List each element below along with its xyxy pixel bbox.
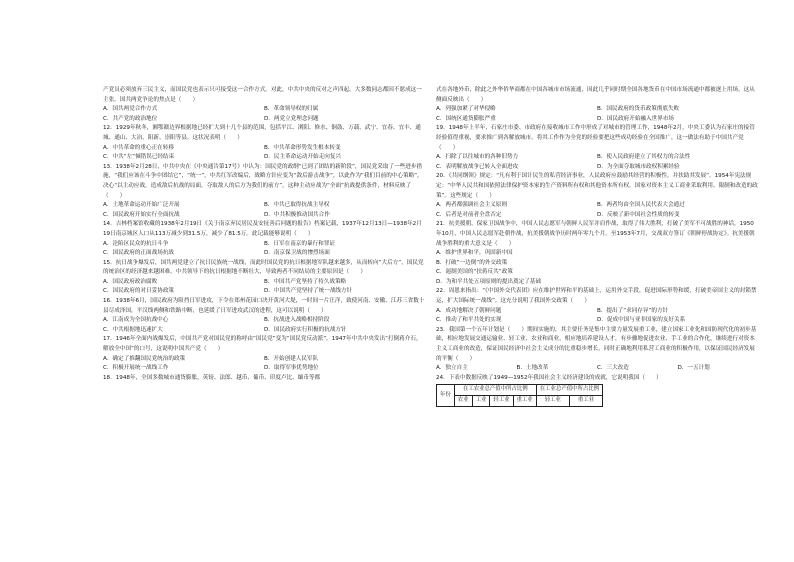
data-table (436, 384, 603, 406)
option: D．反映了新中国社会性质的转变 (597, 211, 680, 218)
option: B．提出了“求同存异”的方针 (597, 307, 669, 314)
question-14-options (103, 249, 425, 259)
question-17-options (103, 364, 425, 374)
option: B．国民政府的货币政策彻底失败 (597, 106, 680, 113)
question-21-option: A．维护世界和平，巩固新中国 (436, 250, 513, 257)
question-15-options (103, 287, 425, 297)
option: A．确定了推翻国民党统治的政策 (103, 355, 186, 362)
option: C．推动了和平共处的实现 (436, 317, 502, 324)
question-12-options (103, 144, 425, 154)
question-21-text: 21．抗美援朝，保家卫国战争中，中国人民志愿军与朝鲜人民军并肩作战，取得了伟大胜利，打破了美军不可战胜的神话，1950年10月，中国人民志愿军赴朝作战，抗美援朝战争历时两年零九个月。至1953年7月，交战双方签订《朝鲜停战协定》。抗美援朝战争胜利的重大意义是（ ） (436, 221, 755, 247)
option: D．民主革命运动开始走向复兴 (264, 154, 342, 161)
option: A．列强加紧了对华侵略 (436, 106, 496, 113)
option: A．两者都强调社会主义原则 (436, 202, 507, 209)
question-15-options (103, 278, 425, 288)
right-column (436, 86, 758, 407)
question-18-text: 18．1948年，全国多数城市通货膨胀，英镑、法郎、越币、葡币、印度卢比、缅币等都 (103, 374, 321, 381)
option: C．国民政府的对日妥协政策 (103, 288, 175, 295)
option: B．使人民政府建立了其权力的合法性 (597, 154, 691, 161)
option: B．中共革命形势发生根本转变 (264, 144, 341, 151)
option: A．独立自主 (436, 365, 468, 372)
question-13-options (103, 211, 425, 221)
question-12-options (103, 153, 425, 163)
option: D．南京保卫战的惨烈场面 (264, 250, 330, 257)
option: D．促成中国与亚非国家的友好关系 (597, 317, 686, 324)
question-21-option: B．打破“一边倒”的外交政策 (436, 259, 508, 266)
question-22-text: 22．周恩来指出：“《中国外交代表团》应在维护世界和平的基础上，运用外交手段，促进国际形势和缓，打破美帝国主义的封锁禁运，扩大国际统一战线”。这充分说明了我国外交政策（ ） (436, 288, 757, 305)
question-11-text: 产党员必须放弃三民主义，而国民党也表示只可接受这一合作方式。对此，中共中央的反对之声四起，大多数同志都因不愿成这一主张。国共两党争论的焦点是（ ） (103, 87, 422, 103)
option: C．国统区通货膨胀严重 (436, 115, 496, 122)
option: A．江南成为全国抗战中心 (103, 317, 169, 324)
option: A．土地革命运动开始广泛开展 (103, 202, 180, 209)
question-18-options (436, 105, 758, 115)
question-19-options (436, 163, 758, 173)
question-24-text: 24．下表中数据反映了1949—1952年我国社会主义经济建设的成就，它说明我国（ ） (436, 374, 662, 381)
option: B．革命领导权的归属 (264, 106, 319, 113)
table-subheader-cell: 重工业 (569, 396, 602, 407)
question-15-text: 15．抗日战争爆发后，国共两党建立了抗日民族统一战线，而此时国民党的抗日根据地军队越来越多，从而转向“大后方”，国民党的统治区的经济越来越困难，中共领导下的抗日根据地不断壮大，导致两者不同结局的主要原因是（ ） (103, 259, 424, 276)
question-13-options (103, 201, 425, 211)
table-subheader-cell: 轻工业 (490, 396, 513, 407)
option: C．后者是对前者全盘否定 (436, 211, 502, 218)
question-21-option: C．遏制美国的“扶蒋反共”政策 (436, 269, 513, 276)
question-14-text: 14．吉林档案馆收藏的1938年2月19日《关于南京弃民居民及安抚善后问题的报告》档案记载，1937年12月13日—1938年2月19日南京城区人口从113万减少到31.5万，减少了81.5万。此记载能够说明（ ） (103, 221, 422, 237)
table-subheader-cell: 轻工业 (536, 396, 569, 407)
option: B．土地改革 (516, 365, 549, 372)
option: B．抗战进入战略相持阶段 (264, 317, 330, 324)
question-19-text: 19．1948年上半年，石家庄市委、市政府在接收城市工作中形成了对城市的管理工作，1948年2月，中央工委认为石家庄的接管经验值得重视，要求推广到各解放城市，将其工作作为全党的经验要把这些成功经验在全国推广，这一做法有助于中国共产党（ ） (436, 125, 755, 151)
option: B．日军在南京的暴行和罪证 (264, 240, 335, 247)
question-18-options (436, 115, 758, 125)
question-21-option: D．为和平共处五项原则的提出奠定了基础 (436, 278, 541, 285)
question-22-options (436, 307, 758, 317)
table-subheader-cell: 工业 (472, 396, 490, 407)
option: B．中共已取得抗战主导权 (264, 202, 330, 209)
option: D．中国共产党坚持了统一战线方针 (264, 288, 353, 295)
option: C．中共根据地迅速扩大 (103, 326, 163, 333)
table-header-cell: 年份 (437, 385, 455, 406)
option: D．取得军事优势地位 (264, 365, 319, 372)
question-12-text: 12．1929年秋冬，湘鄂赣边界根据地已经扩大到十几个县的范围，包括平江、浏阳、修水、铜鼓、万载、武宁、宜春、宜丰、通城、通山、大冶、阳新、崇阳等县。这状况表明（ ） (103, 125, 421, 141)
question-17-text: 17．1946年全面内战爆发后，中国共产党对国民党的称呼由“国民党”变为“国民党反动派”。1947年中共中央发出“打倒蒋介石，解放全中国”的口号，这说明中国共产党（ ） (103, 336, 422, 353)
option: A．扫除了以往城市的各种旧势力 (436, 154, 519, 161)
option: C．国民政府的正面战场抗战 (103, 250, 175, 257)
question-11-options (103, 105, 425, 115)
option: C．积极开展统一战线工作 (103, 365, 169, 372)
question-11-options (103, 115, 425, 125)
option: A．中共革命的重心正在转移 (103, 144, 174, 151)
option: C．表明解放战争已转入全面进攻 (436, 163, 519, 170)
question-16-options (103, 326, 425, 336)
question-14-options (103, 240, 425, 250)
option: C．中共“左”倾错误已经结束 (103, 154, 175, 161)
question-20-options (436, 211, 758, 221)
left-column (103, 86, 425, 383)
table-header-row (437, 385, 603, 396)
option: B．两者均由全国人民代表大会通过 (597, 202, 685, 209)
option: B．中国共产党坚持了持久战策略 (264, 278, 347, 285)
question-16-options (103, 316, 425, 326)
question-22-options (436, 316, 758, 326)
option: A．沦陷区民众的抗日斗争 (103, 240, 169, 247)
table-subheader-row (437, 396, 603, 407)
option: C．三大改造 (597, 365, 629, 372)
option: A．成功地解决了朝鲜问题 (436, 307, 502, 314)
option: D．中共积极推动国共合作 (264, 211, 330, 218)
table-header-cell: 在工农业总产值中所占比例 (454, 385, 536, 396)
table-subheader-cell: 重工业 (513, 396, 536, 407)
option: D．两党立党理念问题 (264, 115, 319, 122)
question-13-text: 13．1938年2月28日，中共中央在《中央通告第17号》中认为：国民党的政纲“已到了团结的新阶段”，国民党采取了一些进步措施，“我们应该在斗争中团结它”，“统一”，中共红军改编后，战略方针应变为“敌后游击战争”，以此作为“我们目前的中心策略”，决心“以主动应战，造成敌后抗战的局面，夺取敌人的后方为我们的前方”。这种主动应战为“全面”抗战提供条件，材料反映了（ ） (103, 163, 423, 199)
option: D．国民政府开始融入世界市场 (597, 115, 675, 122)
question-19-options (436, 153, 758, 163)
option: D．为全面夺取城市政权积累经验 (597, 163, 680, 170)
option: C．国民政府开始实行全面抗战 (103, 211, 180, 218)
option: A．国民政府政治腐败 (103, 278, 158, 285)
table-header-cell: 在工业总产值中所占比例 (536, 385, 602, 396)
question-18-continued: 式在各地外币，除此之外华侨华商都在中国各城市市场流通，因此几乎同时期全国各地货币在中国市场流通中都被逐上用场。这从侧面反映出（ ） (436, 87, 755, 103)
option: D．一五计划 (677, 365, 710, 372)
question-23-text: 23．我国第一个五年计划是（ ）期间实施的，其主要任务是集中主要力量发展重工业，建立国家工业化和国防现代化的初步基础，相应地发展交通运输业、轻工业、农业和商业，相应地培养建设人才，有步骤地促进农业、手工业的合作化，继续进行对资本主义工商业的改造，保证国民经济中社会主义成分的比重稳步增长，同时正确地利用私营工商业的积极作用，以保证国民经济发展的平衡（ ） (436, 326, 757, 362)
question-20-text: 20．《共同纲领》规定：“凡有利于国计民生的私营经济事业，人民政府应鼓励其经营的积极性，并扶助其发展”。1954年宪法规定：“中华人民共和国依照法律保护资本家的生产资料所有权和其他资本所有权。国家对资本主义工商业采取利用、限制和改造的政策”。这些规定（ ） (436, 173, 758, 199)
question-20-options (436, 201, 758, 211)
option: B．开始创建人民军队 (264, 355, 319, 362)
option: C．共产党的政治地位 (103, 115, 158, 122)
question-23-options (436, 364, 758, 374)
table-subheader-cell: 农业 (454, 396, 472, 407)
question-16-text: 16．1938年6月，国民政府为阻挡日军进攻，下令在郑州花园口决开黄河大堤，一时间一片汪洋，致使河南、安徽、江苏三省数十县尽成泽国，平汉线两侧和铁路中断，也延缓了日军进攻武汉的进程，这可以说明（ ） (103, 298, 425, 314)
option: A．国共两党合作方式 (103, 106, 158, 113)
option: D．国民政府实行积极的抗战方针 (264, 326, 347, 333)
question-17-options (103, 355, 425, 365)
